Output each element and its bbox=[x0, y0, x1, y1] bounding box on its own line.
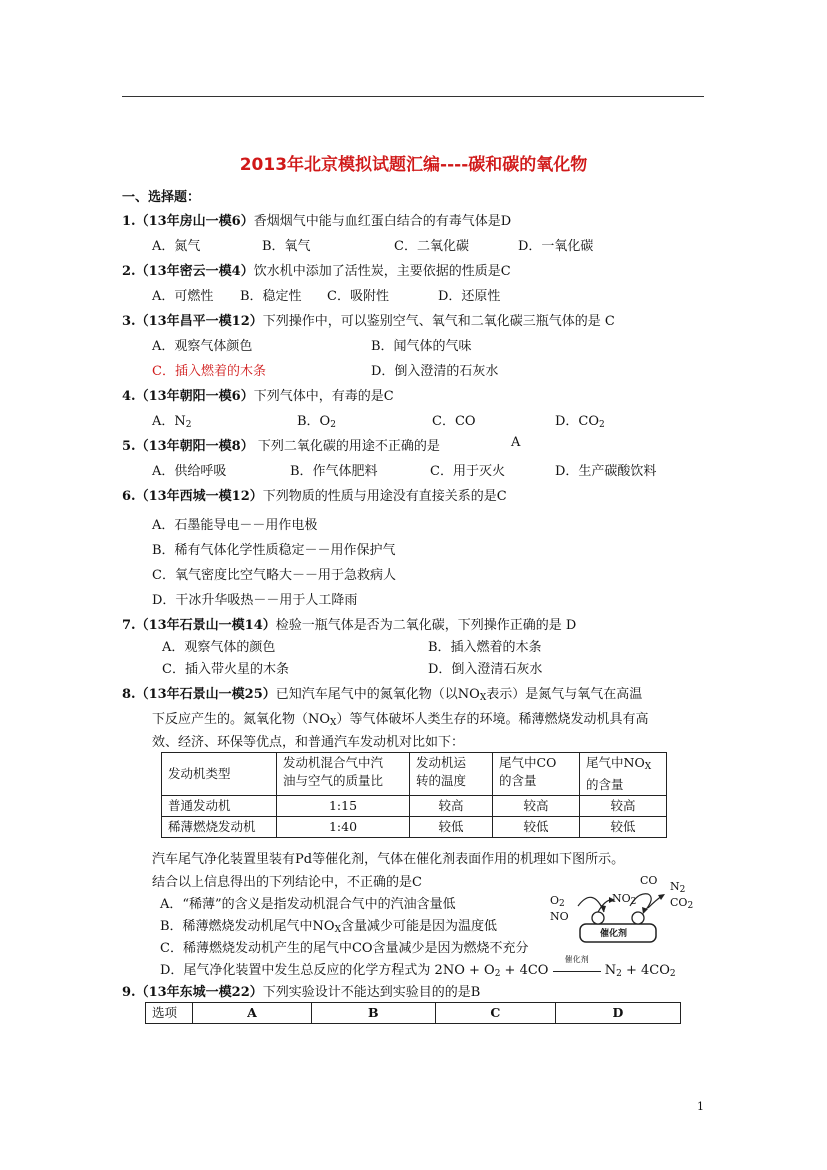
header-b: B bbox=[312, 1003, 436, 1024]
q3-option-b: B．闻气体的气味 bbox=[371, 339, 472, 354]
catalyst-particle bbox=[592, 912, 604, 924]
q8-after-1: 汽车尾气净化装置里装有Pd等催化剂，气体在催化剂表面作用的机理如下图所示。 bbox=[152, 852, 625, 867]
table-header-row bbox=[162, 753, 667, 796]
q2-option-d: D．还原性 bbox=[438, 289, 501, 304]
q3-option-d: D．倒入澄清的石灰水 bbox=[371, 364, 499, 379]
q1-option-d: D．一氧化碳 bbox=[518, 239, 594, 254]
arrow-path bbox=[578, 897, 604, 912]
q2-option-a: A．可燃性 bbox=[152, 289, 214, 304]
q4-option-a: A．$N_2$ bbox=[152, 414, 192, 430]
q2-option-b: B．稳定性 bbox=[240, 289, 302, 304]
question-7-source: 7.（13年石景山一模14） bbox=[122, 618, 276, 633]
q6-option-c: C．氧气密度比空气略大－－用于急救病人 bbox=[152, 568, 396, 583]
question-2-source: 2.（13年密云一模4） bbox=[122, 264, 254, 279]
header-c: C bbox=[435, 1003, 555, 1024]
experiment-options-table bbox=[145, 1002, 681, 1024]
catalyst-particle bbox=[632, 912, 644, 924]
question-3 bbox=[122, 310, 615, 329]
q6-option-a: A．石墨能导电－－用作电极 bbox=[152, 518, 318, 533]
table-row: 稀薄燃烧发动机 1:40 较低 较低 较低 bbox=[162, 817, 667, 838]
question-6-source: 6.（13年西城一模12） bbox=[122, 489, 263, 504]
no2-label: $NO_2$ bbox=[612, 892, 637, 907]
q7-option-b: B．插入燃着的木条 bbox=[428, 640, 542, 655]
q5-option-a: A．供给呼吸 bbox=[152, 464, 227, 479]
page-number: 1 bbox=[697, 1100, 704, 1113]
catalyst-mechanism-diagram bbox=[548, 872, 708, 944]
question-3-source: 3.（13年昌平一模12） bbox=[122, 314, 263, 329]
q8-option-b: B．稀薄燃烧发动机尾气中$NO_X$含量减少可能是因为温度低 bbox=[160, 919, 498, 935]
question-1-source: 1.（13年房山一模6） bbox=[122, 214, 254, 229]
catalyst-condition: 催化剂 bbox=[564, 955, 589, 964]
question-9-stem: 下列实验设计不能达到实验目的的是B bbox=[262, 985, 481, 1000]
q8-after-2: 结合以上信息得出的下列结论中，不正确的是C bbox=[152, 875, 422, 890]
q8-line-3: 效、经济、环保等优点，和普通汽车发动机对比如下： bbox=[152, 735, 465, 750]
question-4 bbox=[122, 385, 394, 404]
q4-option-b: B．$O_2$ bbox=[297, 414, 336, 430]
q3-option-c: C．插入燃着的木条 bbox=[152, 364, 266, 379]
question-7-stem: 检验一瓶气体是否为二氧化碳，下列操作正确的是 D bbox=[275, 618, 577, 633]
question-7 bbox=[122, 614, 576, 633]
question-3-stem: 下列操作中，可以鉴别空气、氧气和二氧化碳三瓶气体的是 C bbox=[262, 314, 615, 329]
header-nox: 尾气中$NO_X$ 的含量 bbox=[580, 753, 667, 796]
header-rule bbox=[122, 96, 704, 97]
q2-option-c: C．吸附性 bbox=[327, 289, 389, 304]
no-label: NO bbox=[550, 910, 569, 923]
q6-option-d: D．干冰升华吸热－－用于人工降雨 bbox=[152, 593, 358, 608]
question-4-stem: 下列气体中，有毒的是C bbox=[253, 389, 394, 404]
header-ratio: 发动机混合气中汽 油与空气的质量比 bbox=[277, 753, 410, 796]
catalyst-label: 催化剂 bbox=[600, 929, 628, 939]
header-d: D bbox=[555, 1003, 680, 1024]
question-9-source: 9.（13年东城一模22） bbox=[122, 985, 263, 1000]
header-temperature: 发动机运 转的温度 bbox=[410, 753, 493, 796]
question-5 bbox=[122, 435, 440, 454]
question-1-stem: 香烟烟气中能与血红蛋白结合的有毒气体是D bbox=[253, 214, 512, 229]
q1-option-c: C．二氧化碳 bbox=[394, 239, 469, 254]
arrowhead bbox=[658, 894, 665, 900]
q5-answer: A bbox=[511, 435, 521, 450]
header-option: 选项 bbox=[146, 1003, 193, 1024]
header-co: 尾气中CO 的含量 bbox=[493, 753, 580, 796]
q5-option-d: D．生产碳酸饮料 bbox=[555, 464, 657, 479]
question-2 bbox=[122, 260, 511, 279]
question-9 bbox=[122, 981, 480, 1000]
table-header-row bbox=[146, 1003, 681, 1024]
q1-option-b: B．氧气 bbox=[262, 239, 311, 254]
q4-option-c: C．CO bbox=[432, 414, 476, 429]
q5-option-c: C．用于灭火 bbox=[430, 464, 505, 479]
n2-label: $N_2$ bbox=[670, 880, 686, 895]
question-1 bbox=[122, 210, 511, 229]
q1-option-a: A．氮气 bbox=[152, 239, 201, 254]
q6-option-b: B．稀有气体化学性质稳定－－用作保护气 bbox=[152, 543, 396, 558]
question-5-source: 5.（13年朝阳一模8） bbox=[122, 439, 254, 454]
q8-option-c: C．稀薄燃烧发动机产生的尾气中CO含量减少是因为燃烧不充分 bbox=[160, 941, 529, 956]
q3-option-a: A．观察气体颜色 bbox=[152, 339, 253, 354]
q8-option-a: A．“稀薄”的含义是指发动机混合气中的汽油含量低 bbox=[160, 897, 456, 912]
question-8-source: 8.（13年石景山一模25） bbox=[122, 687, 276, 702]
co2-label: $CO_2$ bbox=[670, 896, 694, 911]
question-5-stem: 下列二氧化碳的用途不正确的是 bbox=[253, 439, 440, 454]
engine-comparison-table bbox=[161, 752, 667, 838]
co-label: CO bbox=[640, 874, 658, 887]
section-heading: 一、选择题： bbox=[122, 190, 201, 205]
q7-option-c: C．插入带火星的木条 bbox=[162, 662, 289, 677]
q7-option-a: A．观察气体的颜色 bbox=[162, 640, 276, 655]
q8-option-d: D．尾气净化装置中发生总反应的化学方程式为 $2NO + O_2 + 4CO$ 催化剂 $N_2 + 4CO_2$ bbox=[160, 955, 676, 979]
q4-option-d: D．$CO_2$ bbox=[555, 414, 605, 430]
q7-option-d: D．倒入澄清石灰水 bbox=[428, 662, 543, 677]
header-engine-type: 发动机类型 bbox=[162, 753, 277, 796]
question-2-stem: 饮水机中添加了活性炭，主要依据的性质是C bbox=[253, 264, 511, 279]
table-row: 普通发动机 1:15 较高 较高 较高 bbox=[162, 796, 667, 817]
question-8: 8.（13年石景山一模25）已知汽车尾气中的氮氧化物（以$NO_X$表示）是氮气与氧气在高温 bbox=[122, 687, 643, 703]
question-6-stem: 下列物质的性质与用途没有直接关系的是C bbox=[262, 489, 507, 504]
question-6 bbox=[122, 485, 507, 504]
document-title: 2013年北京模拟试题汇编----碳和碳的氧化物 bbox=[239, 155, 588, 175]
question-4-source: 4.（13年朝阳一模6） bbox=[122, 389, 254, 404]
o2-label: $O_2$ bbox=[550, 894, 565, 909]
header-a: A bbox=[193, 1003, 312, 1024]
q8-line-2: 下反应产生的。氮氧化物$(NO_X)$等气体破坏人类生存的环境。稀薄燃烧发动机具有高 bbox=[152, 712, 649, 728]
q5-option-b: B．作气体肥料 bbox=[290, 464, 378, 479]
